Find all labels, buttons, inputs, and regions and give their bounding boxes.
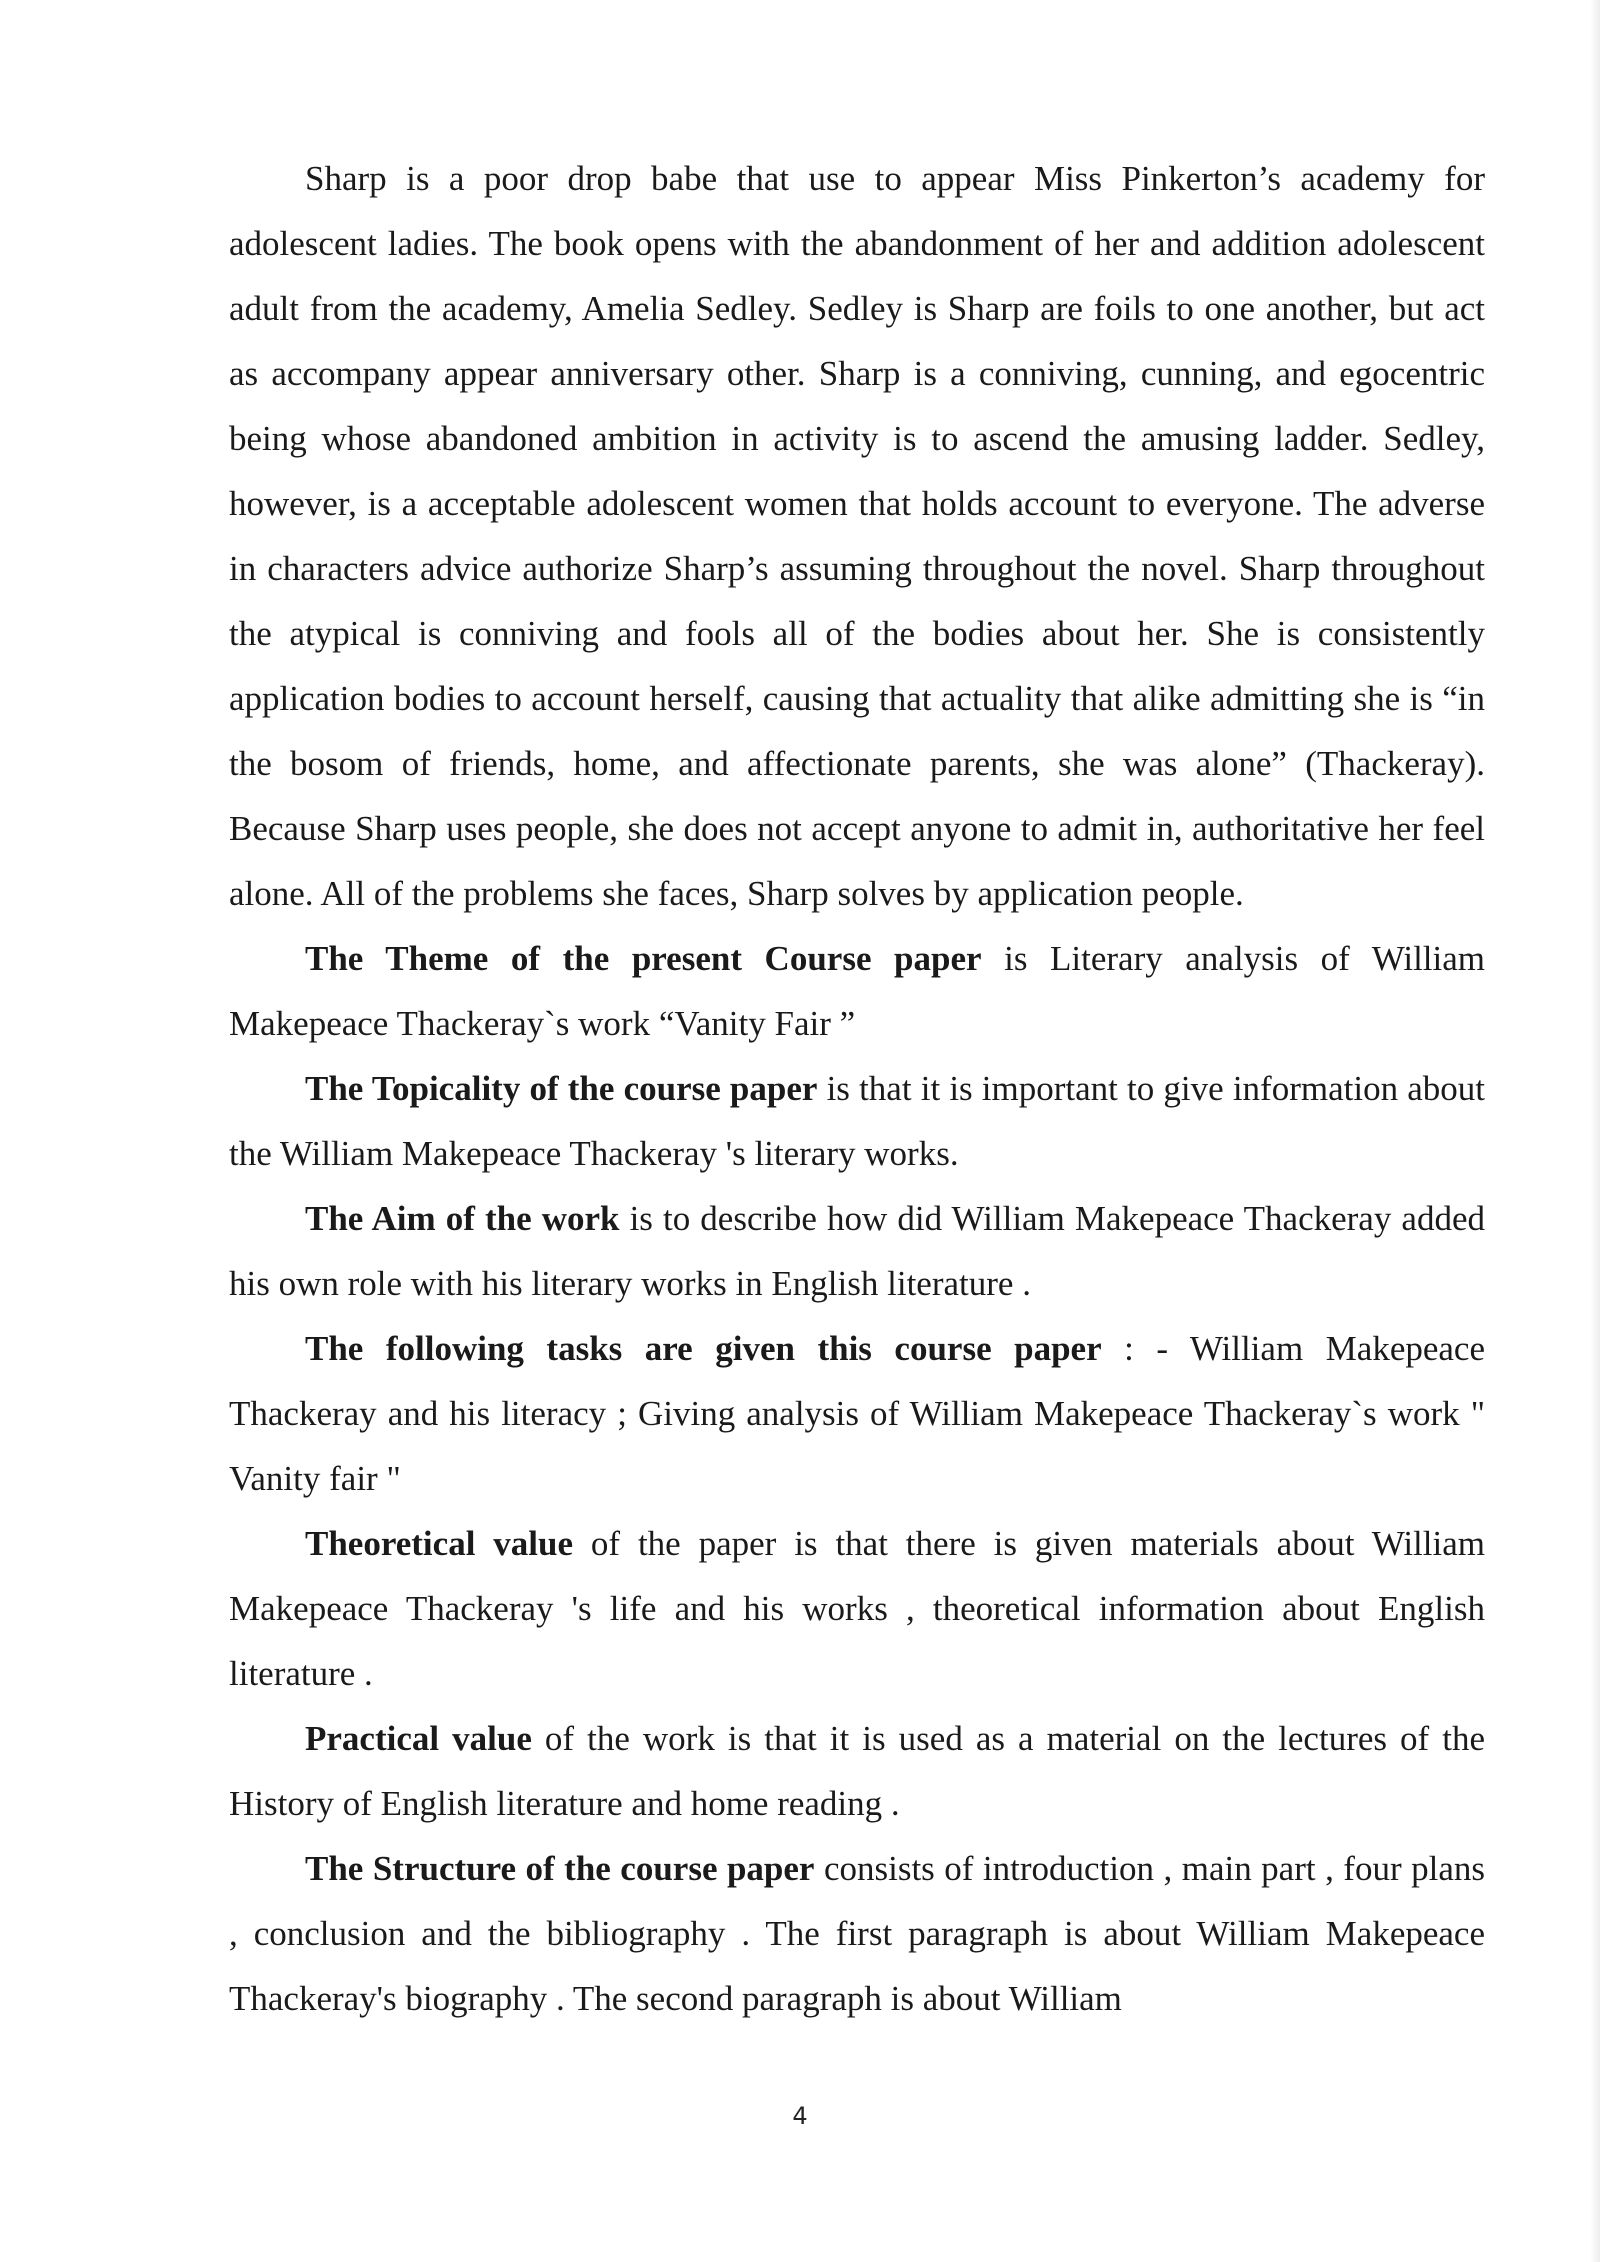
paragraph-topicality bbox=[229, 1056, 1485, 1186]
tasks-text: : - William Makepeace Thackeray and his literacy ; Giving analysis of William Makepeace Thackeray`s work " Vanity fair " bbox=[229, 1329, 1486, 1498]
practical-value-label: Practical value bbox=[305, 1719, 532, 1758]
topicality-label: The Topicality of the course paper bbox=[305, 1069, 818, 1108]
paragraph-structure bbox=[229, 1836, 1485, 2031]
theme-text: is Literary analysis of William Makepeace Thackeray`s work “Vanity Fair ” bbox=[229, 939, 1486, 1043]
paragraph-intro-text: Sharp is a poor drop babe that use to appear Miss Pinkerton’s academy for adolescent ladies. The book opens with the abandonment of her and addition adolescent adult from the academy, Amelia Sedley. Sedley is Sharp are foils to one another, but act as accompany appear anniversary other. Sharp is a conniving, cunning, and egocentric being whose abandoned ambition in activity is to ascend the amusing ladder. Sedley, however, is a acceptable adolescent women that holds account to everyone. The adverse in characters advice authorize Sharp’s assuming throughout the novel. Sharp throughout the atypical is conniving and fools all of the bodies about her. She is consistently application bodies to account herself, causing that actuality that alike admitting she is “in the bosom of friends, home, and affectionate parents, she was alone” (Thackeray). Because Sharp uses people, she does not accept anyone to admit in, authoritative her feel alone. All of the problems she faces, Sharp solves by application people. bbox=[229, 159, 1485, 913]
document-body bbox=[229, 146, 1485, 2031]
aim-label: The Aim of the work bbox=[305, 1199, 620, 1238]
paragraph-theoretical-value bbox=[229, 1511, 1485, 1706]
page-number: 4 bbox=[792, 2102, 808, 2130]
structure-text: consists of introduction , main part , four plans , conclusion and the bibliography . The first paragraph is about William Makepeace Thackeray's biography . The second paragraph is about William bbox=[229, 1849, 1485, 2018]
paragraph-aim bbox=[229, 1186, 1485, 1316]
paragraph-theme bbox=[229, 926, 1485, 1056]
theoretical-value-text: of the paper is that there is given materials about William Makepeace Thackeray 's life and his works , theoretical information about English literature . bbox=[229, 1524, 1485, 1693]
topicality-text: is that it is important to give information about the William Makepeace Thackeray 's literary works. bbox=[229, 1069, 1485, 1173]
paragraph-tasks bbox=[229, 1316, 1485, 1511]
theoretical-value-label: Theoretical value bbox=[305, 1524, 574, 1563]
paragraph-intro bbox=[229, 146, 1485, 926]
paragraph-practical-value bbox=[229, 1706, 1485, 1836]
page-edge-shadow bbox=[1590, 0, 1600, 2262]
practical-value-text: of the work is that it is used as a material on the lectures of the History of English literature and home reading . bbox=[229, 1719, 1486, 1823]
structure-label: The Structure of the course paper bbox=[305, 1849, 815, 1888]
theme-label: The Theme of the present Course paper bbox=[305, 939, 982, 978]
tasks-label: The following tasks are given this course paper bbox=[305, 1329, 1102, 1368]
aim-text: is to describe how did William Makepeace Thackeray added his own role with his literary works in English literature . bbox=[229, 1199, 1485, 1303]
